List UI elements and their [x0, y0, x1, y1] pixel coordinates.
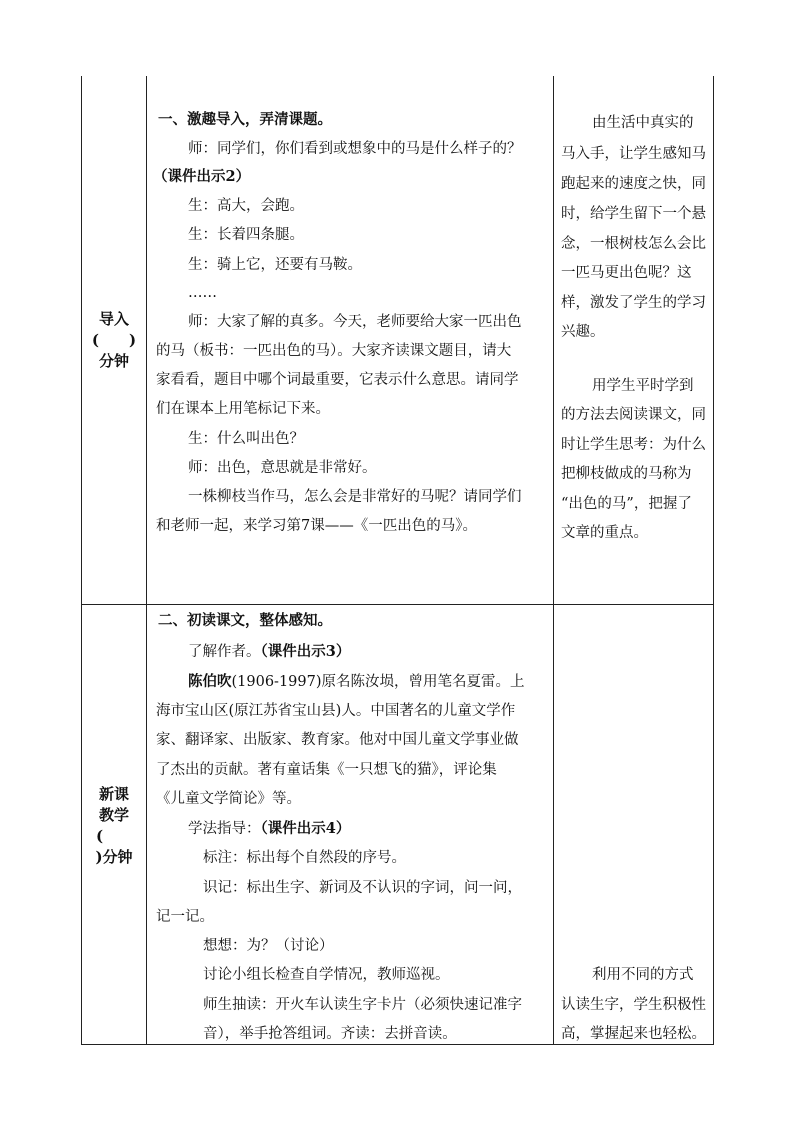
section1-note: 把柳枝做成的马称为 [561, 466, 692, 482]
table-border-left [81, 76, 82, 1044]
section1-line: 的马（板书：一匹出色的马）。大家齐读课文题目，请大 [156, 343, 512, 359]
section1-line: 们在课本上用笔标记下来。 [156, 401, 330, 417]
section2-note: 利用不同的方式 [592, 967, 694, 983]
section1-line: （课件出示2） [153, 168, 251, 185]
table-border-right [713, 76, 714, 1044]
section1-line: 一株柳枝当作马，怎么会是非常好的马呢？请同学们 [188, 489, 522, 505]
section2-line: 想想：为？（讨论） [203, 938, 334, 954]
section2-line [188, 643, 350, 661]
section1-line: 生：长着四条腿。 [188, 227, 304, 243]
section2-line-text: 学法指导： [188, 821, 261, 837]
section1-heading: 一、激趣导入，弄清课题。 [158, 111, 332, 128]
section2-label-line: 教学 [98, 806, 129, 824]
section1-line: 师：同学们，你们看到或想象中的马是什么样子的？ [188, 141, 522, 157]
section1-note: 由生活中真实的 [592, 115, 694, 131]
section2-line: 了杰出的贡献。著有童话集《一只想飞的猫》，评论集 [156, 762, 497, 778]
section1-line: …… [188, 285, 217, 301]
section2-note: 认读生字，学生积极性 [561, 997, 706, 1013]
section1-note: 样，激发了学生的学习 [561, 295, 706, 311]
section2-line: 海市宝山区(原江苏省宝山县)人。中国著名的儿童文学作 [156, 703, 516, 719]
section2-label-line: )分钟 [95, 848, 133, 866]
section2-line: 识记：标出生字、新词及不认识的字词，问一问， [203, 880, 522, 896]
table-border-col2 [553, 76, 554, 1044]
section1-note: “出色的马”，把握了 [561, 496, 692, 512]
section1-note: 文章的重点。 [561, 525, 648, 541]
section1-note: 时，给学生留下一个悬 [561, 206, 706, 222]
section1-note: 一匹马更出色呢？这 [561, 265, 692, 281]
section2-line: 音），举手抢答组词。齐读：去拼音读。 [203, 1026, 457, 1042]
author-name: 陈伯吹 [188, 673, 232, 690]
section2-line: 标注：标出每个自然段的序号。 [203, 850, 406, 866]
section1-line: 和老师一起，来学习第7课——《一匹出色的马》。 [156, 518, 477, 534]
section2-line [188, 673, 525, 691]
section2-line: 家、翻译家、出版家、教育家。他对中国儿童文学事业做 [156, 732, 519, 748]
section2-line: 讨论小组长检查自学情况，教师巡视。 [203, 967, 450, 983]
section1-line: 师：大家了解的真多。今天，老师要给大家一匹出色 [188, 314, 522, 330]
section2-label-line: 新课 [98, 785, 129, 803]
table-row-divider [81, 604, 714, 605]
section1-note: 用学生平时学到 [592, 378, 694, 394]
section1-label-line: 分钟 [98, 352, 129, 370]
table-border-bottom [81, 1044, 714, 1045]
section1-label-line: 导入 [98, 310, 129, 328]
section2-line-suffix: （课件出示3） [260, 643, 351, 660]
section1-note: 跑起来的速度之快，同 [561, 176, 706, 192]
section2-line [188, 820, 350, 838]
section2-line-suffix: （课件出示4） [260, 820, 351, 837]
section1-line: 生：骑上它，还要有马鞍。 [188, 257, 362, 273]
section2-heading: 二、初读课文，整体感知。 [158, 612, 332, 629]
section1-note: 念，一根树枝怎么会比 [561, 236, 706, 252]
section2-line-text: 了解作者。 [188, 644, 261, 660]
section2-line: 《儿童文学简论》等。 [156, 791, 301, 807]
section2-label [82, 784, 146, 868]
section2-line: 师生抽读：开火车认读生字卡片（必须快速记准字 [203, 997, 522, 1013]
section1-line: 师：出色，意思就是非常好。 [188, 460, 377, 476]
section2-note: 高，掌握起来也轻松。 [561, 1026, 706, 1042]
section1-line: 生：什么叫出色？ [188, 431, 304, 447]
section1-line: 生：高大，会跑。 [188, 198, 304, 214]
section1-label-line: ( ) [91, 331, 137, 349]
section1-note: 时让学生思考：为什么 [561, 437, 706, 453]
section1-note: 马入手，让学生感知马 [561, 146, 706, 162]
author-bio: (1906-1997)原名陈汝埙，曾用笔名夏雷。上 [231, 674, 525, 690]
section1-line: 家看看，题目中哪个词最重要，它表示什么意思。请同学 [156, 372, 519, 388]
section2-line: 记一记。 [156, 909, 214, 925]
section1-label [82, 309, 146, 372]
section1-note: 的方法去阅读课文，同 [561, 407, 706, 423]
table-border-col1 [146, 76, 147, 1044]
section1-note: 兴趣。 [561, 324, 605, 340]
section2-label-line: ( [96, 827, 104, 845]
